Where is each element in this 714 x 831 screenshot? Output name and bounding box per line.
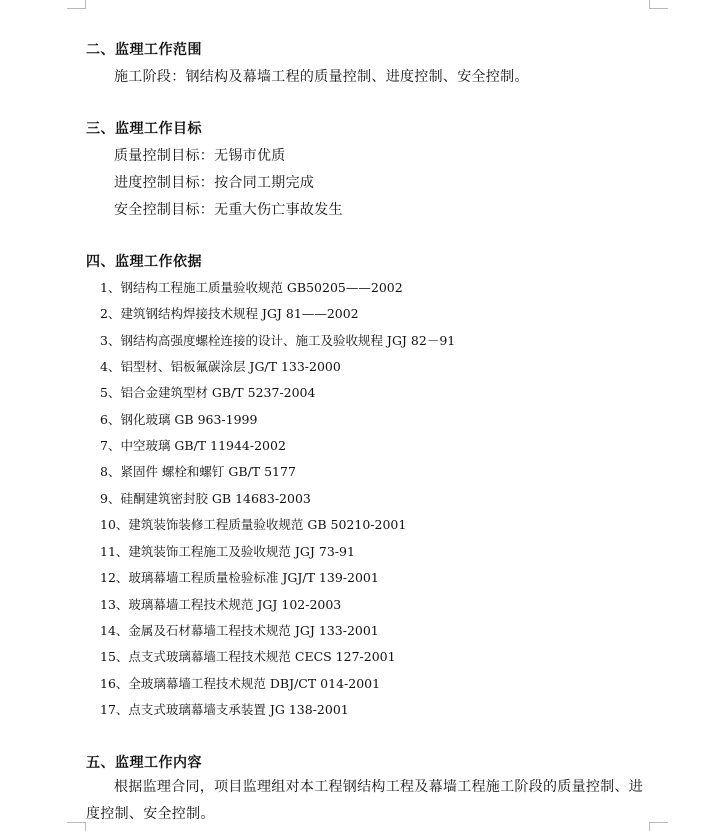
basis-item: 11、建筑装饰工程施工及验收规范 JGJ 73-91 [100,544,355,559]
basis-item: 12、玻璃幕墙工程质量检验标准 JGJ/T 139-2001 [100,570,379,585]
basis-item: 5、铝合金建筑型材 GB/T 5237-2004 [100,385,316,400]
page-corner-mark [649,0,668,9]
page-corner-mark [67,822,86,831]
basis-item: 17、点支式玻璃幕墙支承装置 JG 138-2001 [100,702,349,717]
basis-item: 2、建筑钢结构焊接技术规程 JGJ 81——2002 [100,306,359,321]
basis-item: 1、钢结构工程施工质量验收规范 GB50205——2002 [100,280,403,295]
basis-item: 10、建筑装饰装修工程质量验收规范 GB 50210-2001 [100,517,407,532]
page-corner-mark [67,0,86,9]
scope-text: 施工阶段：钢结构及幕墙工程的质量控制、进度控制、安全控制。 [114,69,529,85]
section-heading-goals: 三、监理工作目标 [86,121,202,137]
basis-item: 9、硅酮建筑密封胶 GB 14683-2003 [100,491,311,506]
section-heading-scope: 二、监理工作范围 [86,42,202,58]
content-text: 根据监理合同，项目监理组对本工程钢结构工程及幕墙工程施工阶段的质量控制、进度控制、安全控制。 [86,779,644,822]
goal-item: 进度控制目标：按合同工期完成 [114,175,315,191]
basis-item: 14、金属及石材幕墙工程技术规范 JGJ 133-2001 [100,623,379,638]
goal-item: 质量控制目标：无锡市优质 [114,148,286,164]
basis-item: 7、中空玻璃 GB/T 11944-2002 [100,438,286,453]
goal-item: 安全控制目标：无重大伤亡事故发生 [114,202,343,218]
basis-item: 3、钢结构高强度螺栓连接的设计、施工及验收规程 JGJ 82－91 [100,333,456,348]
basis-item: 15、点支式玻璃幕墙工程技术规范 CECS 127-2001 [100,649,396,664]
basis-item: 8、紧固件 螺栓和螺钉 GB/T 5177 [100,464,296,479]
section-heading-basis: 四、监理工作依据 [86,254,202,270]
basis-item: 13、玻璃幕墙工程技术规范 JGJ 102-2003 [100,597,342,612]
basis-item: 6、钢化玻璃 GB 963-1999 [100,412,258,427]
basis-item: 4、铝型材、铝板氟碳涂层 JG/T 133-2000 [100,359,341,374]
section-heading-content: 五、监理工作内容 [86,755,202,771]
basis-item: 16、全玻璃幕墙工程技术规范 DBJ/CT 014-2001 [100,676,381,691]
